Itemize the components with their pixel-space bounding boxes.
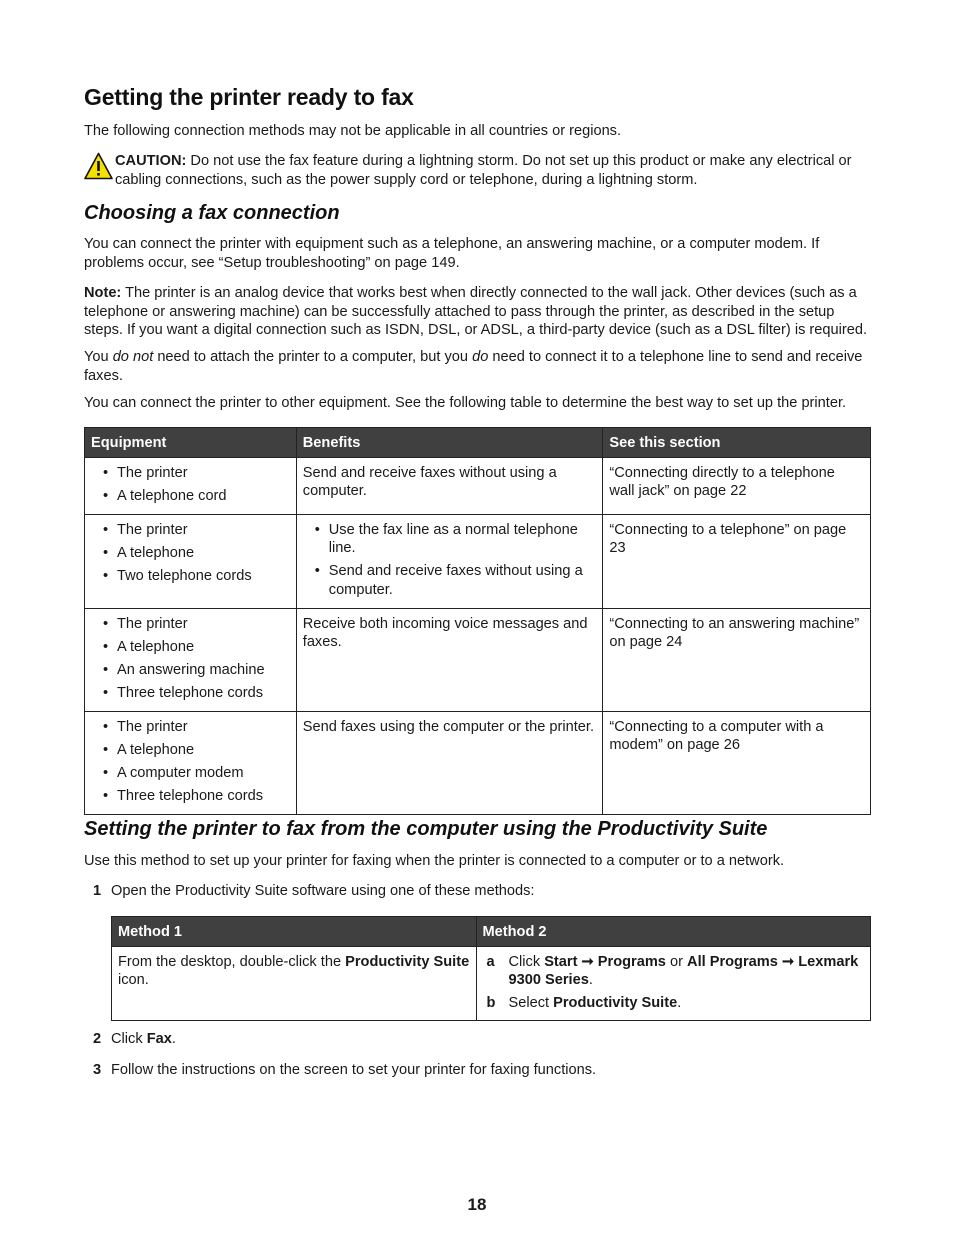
list-item: • A telephone bbox=[91, 544, 290, 563]
table-cell bbox=[296, 514, 603, 608]
list-item: • The printer bbox=[91, 615, 290, 634]
note-label: Note: bbox=[84, 285, 122, 301]
paragraph: You can connect the printer to other equipment. See the following table to determine the best way to set up the printer. bbox=[84, 395, 847, 411]
list-item: • A computer modem bbox=[91, 764, 290, 783]
list-item: • Use the fax line as a normal telephone line. bbox=[303, 521, 597, 558]
table-header-row bbox=[112, 917, 871, 947]
step-number: 1 bbox=[93, 883, 102, 899]
caution-label: CAUTION: bbox=[115, 153, 187, 169]
list-item: • Send and receive faxes without using a computer. bbox=[303, 562, 597, 599]
table-row bbox=[85, 514, 871, 608]
table-header: Equipment bbox=[85, 428, 297, 458]
table-header-row bbox=[85, 428, 871, 458]
table-cell: “Connecting directly to a telephone wall jack” on page 22 bbox=[603, 457, 871, 514]
table-row bbox=[85, 608, 871, 711]
list-item: • A telephone cord bbox=[91, 487, 290, 506]
methods-table bbox=[111, 916, 871, 1021]
table-header: Method 2 bbox=[476, 917, 871, 947]
step-number: 2 bbox=[93, 1031, 102, 1047]
step-text: Follow the instructions on the screen to set your printer for faxing functions. bbox=[111, 1062, 597, 1078]
section-heading-productivity-suite: Setting the printer to fax from the computer using the Productivity Suite bbox=[84, 818, 768, 840]
section-heading-fax-connection: Choosing a fax connection bbox=[84, 202, 340, 224]
caution-text: CAUTION: Do not use the fax feature during a lightning storm. Do not set up this product or make any electrical or cabling connections, such as the power supply cord or telephone, during a lightning storm. bbox=[115, 153, 852, 188]
table-cell bbox=[85, 457, 297, 514]
table-cell: Receive both incoming voice messages and faxes. bbox=[296, 608, 603, 711]
intro-text: The following connection methods may not be applicable in all countries or regions. bbox=[84, 123, 622, 139]
table-row bbox=[85, 457, 871, 514]
step-text: Click Fax. bbox=[111, 1031, 176, 1047]
list-item: • Two telephone cords bbox=[91, 567, 290, 586]
list-item: • The printer bbox=[91, 718, 290, 737]
table-row bbox=[85, 711, 871, 814]
list-item: • A telephone bbox=[91, 741, 290, 760]
table-header: Benefits bbox=[296, 428, 603, 458]
list-item: • Three telephone cords bbox=[91, 684, 290, 703]
step-text: Open the Productivity Suite software using one of these methods: bbox=[111, 883, 535, 899]
table-cell bbox=[85, 608, 297, 711]
list-item: • The printer bbox=[91, 521, 290, 540]
table-cell: Send and receive faxes without using a computer. bbox=[296, 457, 603, 514]
page-title: Getting the printer ready to fax bbox=[84, 84, 414, 110]
table-header: See this section bbox=[603, 428, 871, 458]
list-item: • An answering machine bbox=[91, 661, 290, 680]
table-cell: Send faxes using the computer or the printer. bbox=[296, 711, 603, 814]
page-number: 18 bbox=[467, 1195, 487, 1214]
table-cell bbox=[476, 946, 871, 1021]
arrow-icon: ➞ bbox=[581, 953, 594, 970]
list-item: • The printer bbox=[91, 464, 290, 483]
warning-icon bbox=[84, 152, 113, 180]
substep-b: b Select Productivity Suite. bbox=[486, 994, 682, 1011]
table-header: Method 1 bbox=[112, 917, 477, 947]
list-item: • Three telephone cords bbox=[91, 787, 290, 806]
table-cell: “Connecting to a telephone” on page 23 bbox=[603, 514, 871, 608]
connection-table bbox=[84, 427, 871, 815]
substep-a: a Click Start ➞ Programs or All Programs ➞ Lexmark 9300 Series. bbox=[486, 953, 859, 988]
table-row bbox=[112, 946, 871, 1021]
table-cell: “Connecting to an answering machine” on page 24 bbox=[603, 608, 871, 711]
paragraph: Use this method to set up your printer for faxing when the printer is connected to a computer or to a network. bbox=[84, 853, 785, 869]
table-cell: “Connecting to a computer with a modem” on page 26 bbox=[603, 711, 871, 814]
table-cell: From the desktop, double-click the Productivity Suite icon. bbox=[112, 946, 477, 1021]
paragraph: You can connect the printer with equipment such as a telephone, an answering machine, or a computer modem. If problems occur, see “Setup troubleshooting” on page 149. bbox=[84, 236, 820, 271]
paragraph: You do not need to attach the printer to a computer, but you do need to connect it to a telephone line to send and receive faxes. bbox=[84, 349, 863, 384]
step-number: 3 bbox=[93, 1062, 102, 1078]
note-paragraph: Note: The printer is an analog device that works best when directly connected to the wall jack. Other devices (such as a telephone or answering machine) can be successfully attached to pass through the printer, as described in the setup steps. If you want a digital connection such as ISDN, DSL, or ADSL, a third-party device (such as a DSL filter) is required. bbox=[84, 285, 868, 338]
table-cell bbox=[85, 514, 297, 608]
arrow-icon: ➞ bbox=[781, 953, 795, 970]
table-cell bbox=[85, 711, 297, 814]
list-item: • A telephone bbox=[91, 638, 290, 657]
